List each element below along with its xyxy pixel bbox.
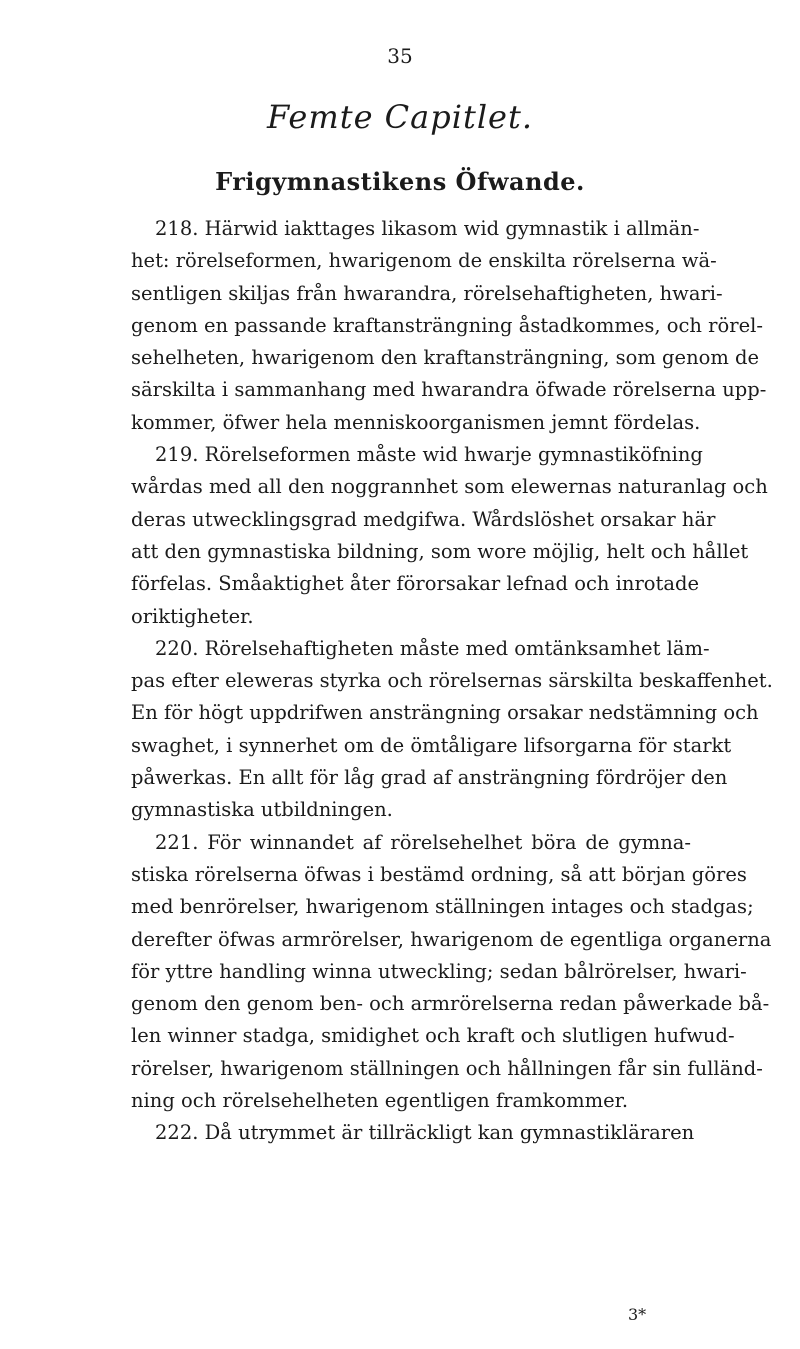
text-line: stiska rörelserna öfwas i bestämd ordning, så att början göres [131,862,747,886]
text-line: sehelheten, hwarigenom den kraftansträngning, som genom de [131,346,760,370]
text-line: gymnastiska utbildningen. [131,798,393,822]
text-line: En för högt uppdrifwen ansträngning orsakar nedstämning och [131,701,759,725]
page-number: 35 [387,44,413,68]
text-line: kommer, öfwer hela menniskoorganismen jemnt fördelas. [131,410,701,434]
text-line: ning och rörelsehelheten egentligen framkommer. [131,1089,629,1113]
signature-mark: 3* [628,1305,647,1324]
section-title: Frigymnastikens Öfwande. [215,167,585,196]
paragraph-222 [131,1117,695,1149]
text-line: deras utwecklingsgrad medgifwa. Wårdslöshet orsakar här [131,507,716,531]
text-line: 219. Rörelseformen måste wid hwarje gymnastiköfning [155,443,703,467]
chapter-title: Femte Capitlet. [266,98,534,136]
text-line: 222. Då utrymmet är tillräckligt kan gymnastikläraren [155,1121,695,1145]
text-line: derefter öfwas armrörelser, hwarigenom de egentliga organerna [131,927,772,951]
text-line: särskilta i sammanhang med hwarandra öfwade rörelserna upp- [131,378,767,402]
text-line: sentligen skiljas från hwarandra, rörelsehaftigheten, hwari- [131,281,723,305]
text-line: påwerkas. En allt för låg grad af ansträngning fördröjer den [131,766,728,790]
text-line: het: rörelseformen, hwarigenom de enskilta rörelserna wä- [131,249,717,273]
text-line: 221. För winnandet af rörelsehelhet böra de gymna- [155,830,691,854]
text-line: genom en passande kraftansträngning åstadkommes, och rörel- [131,313,763,337]
text-line: med benrörelser, hwarigenom ställningen intages och stadgas; [131,895,754,919]
text-line: förfelas. Småaktighet åter förorsakar lefnad och inrotade [131,572,699,596]
paragraph-221 [131,827,772,1118]
text-line: rörelser, hwarigenom ställningen och hållningen får sin fulländ- [131,1056,763,1080]
text-line: pas efter eleweras styrka och rörelsernas särskilta beskaffenhet. [131,669,773,693]
text-line: wårdas med all den noggrannhet som elewernas naturanlag och [131,475,768,499]
paragraph-219 [131,439,768,633]
paragraph-220 [131,633,773,827]
text-line: 220. Rörelsehaftigheten måste med omtänksamhet läm- [155,636,710,660]
text-line: genom den genom ben- och armrörelserna redan påwerkade bå- [131,992,770,1016]
text-line: oriktigheter. [131,604,254,628]
text-line: 218. Härwid iakttages likasom wid gymnastik i allmän- [155,217,700,240]
text-line: för yttre handling winna utweckling; sedan bålrörelser, hwari- [131,959,747,983]
text-line: att den gymnastiska bildning, som wore möjlig, helt och hållet [131,539,749,563]
text-line: len winner stadga, smidighet och kraft och slutligen hufwud- [131,1024,735,1048]
paragraph-218 [131,213,767,439]
text-line: swaghet, i synnerhet om de ömtåligare lifsorgarna för starkt [131,733,732,757]
body-text [131,213,773,1150]
